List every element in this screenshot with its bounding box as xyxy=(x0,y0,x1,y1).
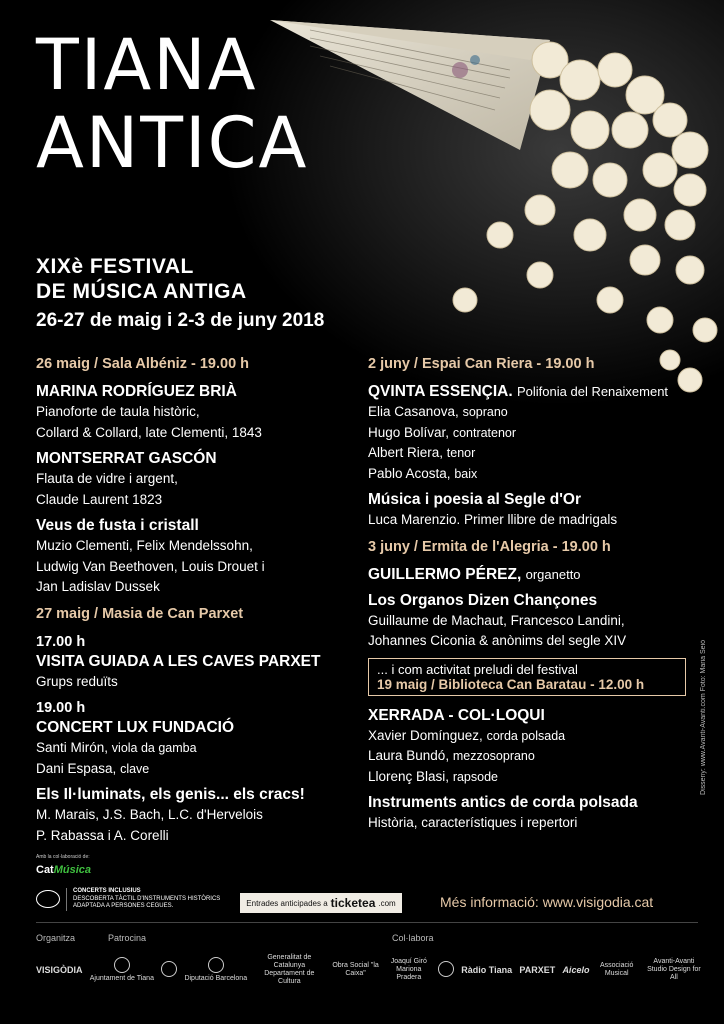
program-title: VISITA GUIADA A LES CAVES PARXET xyxy=(36,652,321,670)
seal-icon xyxy=(208,957,224,973)
inclusive-concerts-text xyxy=(66,888,220,911)
ticketea-banner[interactable] xyxy=(240,893,402,913)
performer-name: Hugo Bolívar, xyxy=(368,424,450,440)
ticket-text: Entrades anticipades a xyxy=(246,898,328,908)
collaborator-label: Col·labora xyxy=(392,933,434,943)
logo-visigodia: VISIGÒDIA xyxy=(36,965,83,975)
program-title: CONCERT LUX FUNDACIÓ xyxy=(36,719,235,736)
footer-divider xyxy=(36,922,698,923)
program-title: Música i poesia al Segle d'Or xyxy=(368,491,582,508)
prelude-intro: ... i com activitat preludi del festival xyxy=(377,661,578,677)
program-detail: P. Rabassa i A. Corelli xyxy=(36,827,169,843)
performer-name: MONTSERRAT GASCÓN xyxy=(36,450,217,467)
festival-line2: DE MÚSICA ANTIGA xyxy=(36,280,247,303)
catmusica-logo-part: Cat xyxy=(36,864,54,876)
program-left-column xyxy=(36,356,356,852)
logo-giro-pradera: Joaquí Giró Mariona Pradera xyxy=(390,958,427,981)
performer-name: Llorenç Blasi, xyxy=(368,768,450,784)
logo-generalitat: Generalitat de Catalunya Departament de Cultura xyxy=(264,954,315,985)
logo-ajuntament-tiana xyxy=(90,957,154,983)
performer-name: Santi Mirón, xyxy=(36,740,109,755)
program-item xyxy=(36,632,356,693)
performer-role: tenor xyxy=(446,446,476,460)
inclusive-line: CONCERTS INCLUSIUS xyxy=(73,888,141,894)
program-item xyxy=(36,785,356,846)
ticketea-logo: ticketea xyxy=(330,896,376,910)
section-heading: 27 maig / Masia de Can Parxet xyxy=(36,605,244,622)
event-time: 19.00 h xyxy=(36,700,86,716)
program-title: Instruments antics de corda polsada xyxy=(368,794,638,811)
performer-name: Pablo Acosta, xyxy=(368,465,451,481)
program-right-column xyxy=(368,356,698,840)
program-title: Veus de fusta i cristall xyxy=(36,517,199,534)
program-item xyxy=(36,516,356,598)
program-detail: Johannes Ciconia & anònims del segle XIV xyxy=(368,633,627,648)
ensemble-title: QVINTA ESSENÇIA. xyxy=(368,383,513,400)
performer-role: contratenor xyxy=(452,425,517,440)
program-item xyxy=(368,591,698,652)
logo-la-caixa: Obra Social "la Caixa" xyxy=(332,962,379,977)
design-credit: Disseny: www.Avanti-Avanti.com Foto: Maria Seió xyxy=(700,640,707,795)
logo-aicelo: Aicelo xyxy=(562,965,590,975)
crest-icon xyxy=(438,961,454,977)
crest-icon xyxy=(114,957,130,973)
performer-line xyxy=(368,726,698,747)
logo-diputacio xyxy=(184,957,247,983)
program-title: XERRADA - COL·LOQUI xyxy=(368,706,545,724)
performer-role: mezzosoprano xyxy=(452,749,535,763)
performer-role: baix xyxy=(454,466,478,481)
logo-radio-tiana: Ràdio Tiana xyxy=(461,965,513,975)
catmusica-logo-part: Música xyxy=(53,864,92,876)
performer-line xyxy=(368,746,698,767)
prelude-box xyxy=(368,658,686,696)
performer-line xyxy=(368,464,698,485)
program-detail: Pianoforte de taula històric, xyxy=(36,404,200,419)
program-detail: Guillaume de Machaut, Francesco Landini, xyxy=(368,612,625,628)
performer-line xyxy=(368,767,698,788)
program-detail: Història, característiques i repertori xyxy=(368,815,578,830)
program-item xyxy=(36,698,356,779)
performer-name: MARINA RODRÍGUEZ BRIÀ xyxy=(36,383,237,400)
program-item xyxy=(368,382,698,484)
performer-role: viola da gamba xyxy=(111,741,197,755)
program-title: Els Il·luminats, els genis... els cracs! xyxy=(36,786,305,803)
performer-line xyxy=(368,565,698,585)
ensemble-name xyxy=(368,382,698,402)
program-detail: Muzio Clementi, Felix Mendelssohn, xyxy=(36,538,253,553)
performer-name: Elia Casanova, xyxy=(368,404,459,419)
eye-icon xyxy=(36,890,60,908)
festival-title xyxy=(36,26,308,182)
logo-text: Ajuntament de Tiana xyxy=(89,975,154,982)
program-item xyxy=(368,565,698,585)
performer-role: corda polsada xyxy=(486,728,566,743)
inclusive-line: DESCOBERTA TÀCTIL D'INSTRUMENTS HISTÒRICS xyxy=(73,895,221,902)
event-time: 17.00 h xyxy=(36,633,86,650)
logo-text: Diputació Barcelona xyxy=(184,975,248,982)
performer-name: Albert Riera, xyxy=(368,445,444,460)
festival-subtitle xyxy=(36,254,247,304)
program-detail: Ludwig Van Beethoven, Louis Drouet i xyxy=(36,558,265,574)
logo-figure xyxy=(161,961,177,979)
section-heading: 3 juny / Ermita de l'Alegria - 19.00 h xyxy=(368,538,611,555)
program-detail: Jan Ladislav Dussek xyxy=(36,579,160,594)
festival-dates: 26-27 de maig i 2-3 de juny 2018 xyxy=(36,310,325,331)
organizer-label: Organitza xyxy=(36,933,76,943)
prelude-event: 19 maig / Biblioteca Can Baratau - 12.00 h xyxy=(377,676,645,692)
performer-line xyxy=(368,402,698,423)
performer-line xyxy=(36,759,356,780)
program-item xyxy=(36,449,356,510)
sponsor-logos xyxy=(36,950,704,990)
performer-role: rapsode xyxy=(452,769,498,784)
title-line1: TIANA xyxy=(36,24,258,106)
section-heading: 2 juny / Espai Can Riera - 19.00 h xyxy=(368,356,595,372)
performer-name: GUILLERMO PÉREZ, xyxy=(368,565,522,583)
logo-crest xyxy=(438,961,454,979)
ensemble-subtitle: Polifonia del Renaixement xyxy=(517,384,669,399)
program-title: Los Organos Dizen Chançones xyxy=(368,591,598,609)
program-item xyxy=(36,382,356,443)
program-detail: Collard & Collard, late Clementi, 1843 xyxy=(36,424,262,440)
performer-name: Dani Espasa, xyxy=(36,760,117,776)
program-item xyxy=(368,490,698,531)
logo-avanti: Avanti-Avanti Studio Design for All xyxy=(647,958,701,981)
program-item xyxy=(368,793,698,834)
program-item xyxy=(368,706,698,788)
performer-role: clave xyxy=(120,761,150,776)
inclusive-concerts xyxy=(36,888,220,911)
logo-associacio-musical: Associació Musical xyxy=(599,962,634,977)
program-detail: Claude Laurent 1823 xyxy=(36,491,163,507)
figure-icon xyxy=(161,961,177,977)
program-detail: Flauta de vidre i argent, xyxy=(36,471,178,486)
section-heading: 26 maig / Sala Albéniz - 19.00 h xyxy=(36,356,250,372)
performer-name: Laura Bundó, xyxy=(368,748,450,763)
collaboration-label: Amb la col·laboració de: xyxy=(36,854,90,860)
performer-line xyxy=(368,443,698,464)
performer-line xyxy=(368,423,698,444)
sponsor-label: Patrocina xyxy=(108,933,147,943)
ticket-domain: .com xyxy=(378,898,396,908)
performer-name: Xavier Domínguez, xyxy=(368,727,483,743)
logo-parxet: PARXET xyxy=(519,965,556,975)
performer-role: organetto xyxy=(525,566,581,582)
program-detail: Luca Marenzio. Primer llibre de madrigals xyxy=(368,512,618,527)
performer-line xyxy=(36,738,356,759)
title-line2: ANTICA xyxy=(36,102,309,184)
program-detail: Grups reduïts xyxy=(36,673,118,689)
festival-line1: XIXè FESTIVAL xyxy=(36,255,194,278)
program-detail: M. Marais, J.S. Bach, L.C. d'Hervelois xyxy=(36,807,263,822)
inclusive-line: ADAPTADA A PERSONES CEGUES. xyxy=(73,903,174,909)
more-info-link[interactable]: Més informació: www.visigodia.cat xyxy=(440,894,654,910)
performer-role: soprano xyxy=(462,405,508,419)
catmusica-logo xyxy=(36,864,91,876)
